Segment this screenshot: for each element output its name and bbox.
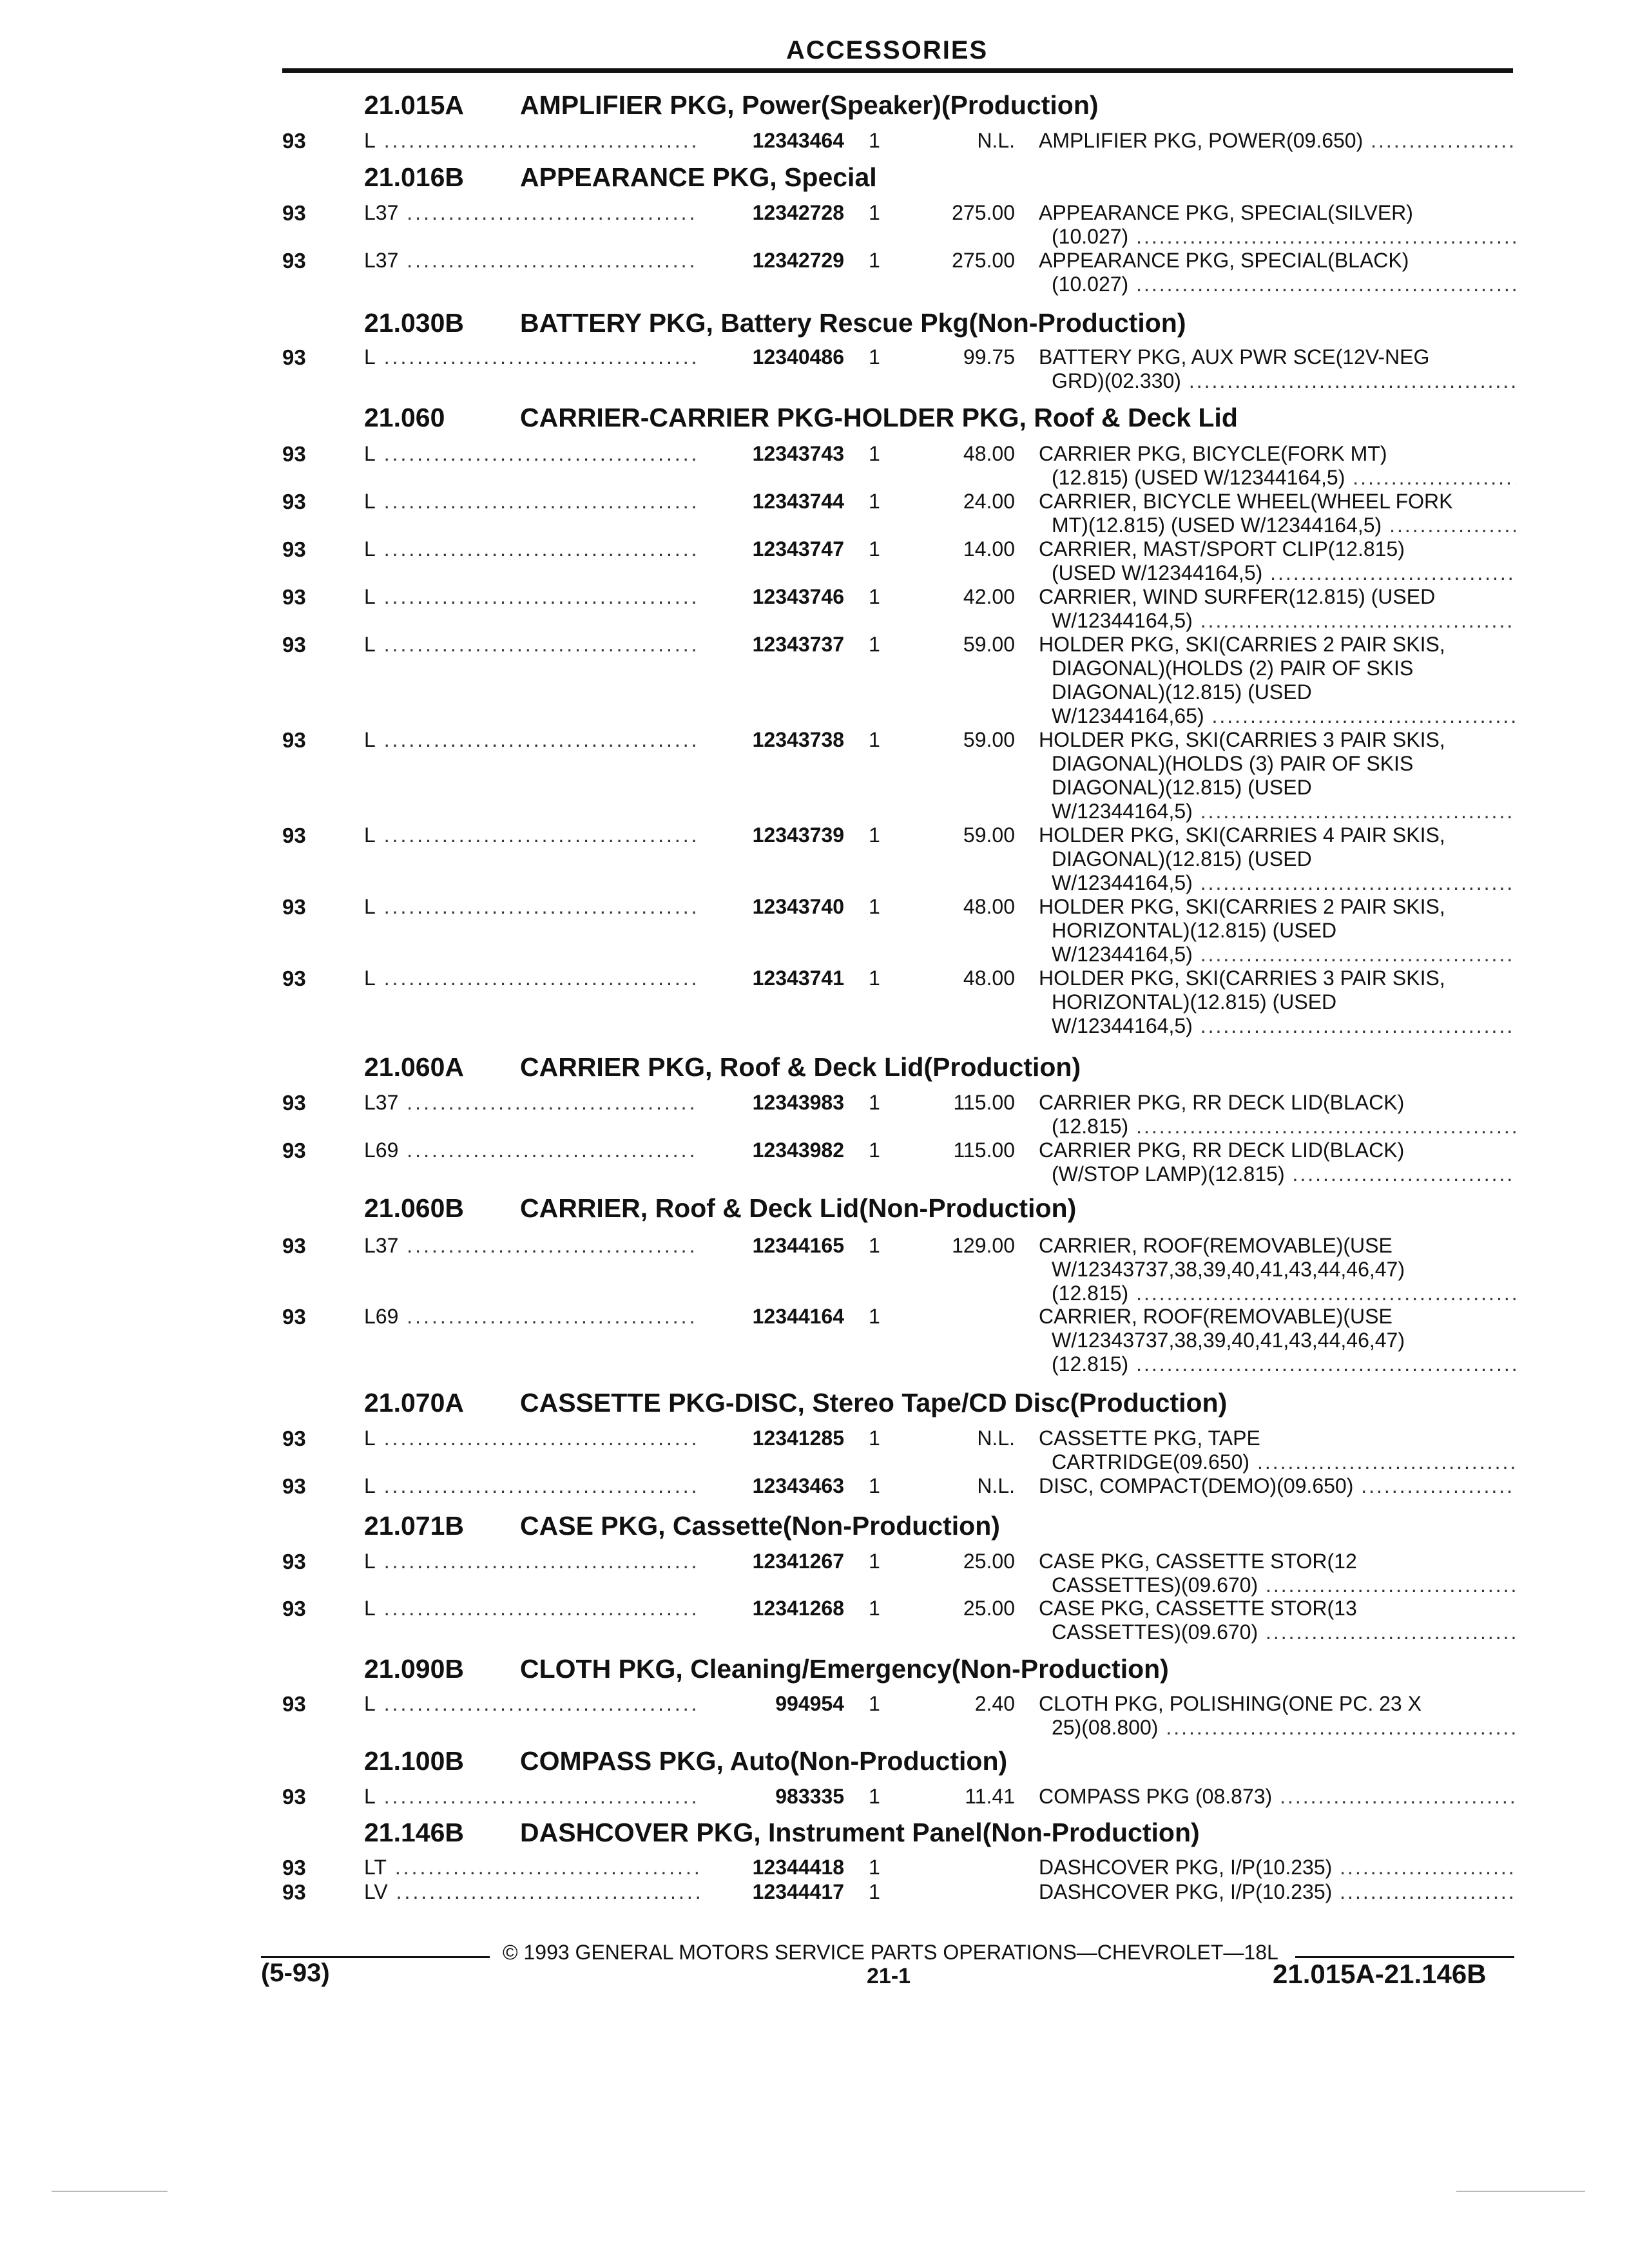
- description-line: CARRIER, ROOF(REMOVABLE)(USE: [1039, 1234, 1393, 1257]
- part-number: 12343983: [752, 1091, 844, 1114]
- model-code: [364, 1427, 699, 1450]
- section-code: 21.030B: [364, 308, 465, 338]
- part-description: [1039, 895, 1516, 966]
- section-title: DASHCOVER PKG, Instrument Panel(Non-Production): [520, 1818, 1200, 1847]
- part-description: [1039, 1880, 1516, 1904]
- part-number: 12341268: [752, 1597, 844, 1620]
- section-heading: [364, 1511, 1000, 1541]
- description-line: W/12344164,65) .....: [1039, 704, 1516, 728]
- section-heading: [364, 162, 877, 193]
- part-description: [1039, 633, 1516, 728]
- part-number: 12343743: [752, 442, 844, 465]
- model-code-text: L: [364, 1474, 376, 1497]
- quantity: 1: [869, 442, 880, 465]
- page-number: 21-1: [867, 1964, 911, 1988]
- description-line: W/12344164,5) .....: [1039, 609, 1516, 633]
- quantity: 1: [869, 249, 880, 272]
- price: 2.40: [974, 1692, 1015, 1715]
- price: 99.75: [963, 345, 1015, 369]
- part-description: [1039, 1856, 1516, 1879]
- part-description: [1039, 1139, 1516, 1186]
- model-year: 93: [282, 1550, 306, 1573]
- section-heading: [364, 1052, 1081, 1082]
- part-number: 12342728: [752, 201, 844, 224]
- part-number: 12343464: [752, 129, 844, 152]
- model-code: [364, 537, 699, 561]
- quantity: 1: [869, 345, 880, 369]
- part-description: [1039, 1692, 1516, 1740]
- section-title: CASE PKG, Cassette(Non-Production): [520, 1511, 1000, 1541]
- model-code: [364, 1474, 699, 1498]
- model-year: 93: [282, 490, 306, 514]
- model-code-text: L: [364, 537, 376, 561]
- quantity: 1: [869, 1474, 880, 1497]
- description-line: W/12343737,38,39,40,41,43,44,46,47): [1052, 1258, 1405, 1281]
- section-range: 21.015A-21.146B: [1273, 1959, 1487, 1989]
- part-number: 12344417: [752, 1880, 844, 1903]
- section-heading: [364, 403, 1238, 433]
- part-description: [1039, 345, 1516, 393]
- description-line: DASHCOVER PKG, I/P(10.235) .....: [1039, 1880, 1516, 1904]
- description-line: CARRIER, ROOF(REMOVABLE)(USE: [1039, 1305, 1393, 1328]
- description-line: CARRIER PKG, RR DECK LID(BLACK): [1039, 1139, 1405, 1162]
- scan-artifact: [52, 2191, 168, 2192]
- description-line: 25)(08.800) .....: [1039, 1716, 1516, 1740]
- model-year: 93: [282, 1785, 306, 1809]
- description-line: CARRIER, MAST/SPORT CLIP(12.815): [1039, 537, 1405, 561]
- model-year: 93: [282, 633, 306, 657]
- description-line: (12.815) (USED W/12344164,5) .....: [1039, 466, 1516, 490]
- description-line: DISC, COMPACT(DEMO)(09.650) .....: [1039, 1474, 1516, 1498]
- model-year: 93: [282, 1234, 306, 1258]
- description-line: HOLDER PKG, SKI(CARRIES 3 PAIR SKIS,: [1039, 728, 1445, 751]
- price: 42.00: [963, 585, 1015, 608]
- description-line: CASSETTE PKG, TAPE: [1039, 1427, 1260, 1450]
- description-line: (W/STOP LAMP)(12.815) .....: [1039, 1162, 1516, 1186]
- part-description: [1039, 490, 1516, 537]
- description-line: HOLDER PKG, SKI(CARRIES 2 PAIR SKIS,: [1039, 895, 1445, 918]
- part-description: [1039, 1785, 1516, 1809]
- model-code: [364, 1785, 699, 1809]
- model-year: 93: [282, 1305, 306, 1329]
- model-code-text: L: [364, 823, 376, 847]
- quantity: 1: [869, 201, 880, 224]
- model-code-text: L: [364, 895, 376, 918]
- model-code: [364, 1692, 699, 1716]
- part-number: 12343463: [752, 1474, 844, 1497]
- price: N.L.: [977, 1474, 1015, 1497]
- part-number: 12340486: [752, 345, 844, 369]
- model-code: [364, 249, 699, 273]
- price: 275.00: [952, 201, 1015, 224]
- model-code: [364, 585, 699, 609]
- part-number: 12343738: [752, 728, 844, 751]
- part-description: [1039, 1474, 1516, 1498]
- model-year: 93: [282, 728, 306, 752]
- model-code: [364, 1856, 699, 1879]
- section-code: 21.070A: [364, 1388, 465, 1418]
- quantity: 1: [869, 895, 880, 918]
- price: 48.00: [963, 895, 1015, 918]
- model-code: [364, 1880, 699, 1904]
- part-number: 12343746: [752, 585, 844, 608]
- section-heading: [364, 308, 1186, 338]
- description-line: CASSETTES)(09.670) .....: [1039, 1573, 1516, 1597]
- section-title: APPEARANCE PKG, Special: [520, 162, 877, 192]
- quantity: 1: [869, 633, 880, 656]
- price: 14.00: [963, 537, 1015, 561]
- description-line: APPEARANCE PKG, SPECIAL(BLACK): [1039, 249, 1409, 272]
- model-code-text: L: [364, 585, 376, 608]
- description-line: HORIZONTAL)(12.815) (USED: [1052, 990, 1337, 1014]
- price: 48.00: [963, 966, 1015, 990]
- section-code: 21.060B: [364, 1193, 465, 1223]
- section-code: 21.060A: [364, 1052, 465, 1082]
- copyright-line: © 1993 GENERAL MOTORS SERVICE PARTS OPERATIONS—CHEVROLET—18L: [503, 1941, 1278, 1964]
- description-line: AMPLIFIER PKG, POWER(09.650) .....: [1039, 129, 1516, 153]
- description-line: W/12343737,38,39,40,41,43,44,46,47): [1052, 1329, 1405, 1352]
- description-line: HOLDER PKG, SKI(CARRIES 3 PAIR SKIS,: [1039, 966, 1445, 990]
- description-line: (12.815) .....: [1039, 1352, 1516, 1376]
- price: 24.00: [963, 490, 1015, 513]
- description-line: DIAGONAL)(12.815) (USED: [1052, 680, 1312, 704]
- model-year: 93: [282, 1091, 306, 1115]
- scan-artifact: [1456, 2191, 1585, 2192]
- part-description: [1039, 1427, 1516, 1474]
- quantity: 1: [869, 1427, 880, 1450]
- model-year: 93: [282, 1880, 306, 1904]
- quantity: 1: [869, 823, 880, 847]
- price: N.L.: [977, 129, 1015, 152]
- model-code-text: L37: [364, 1091, 399, 1114]
- model-year: 93: [282, 345, 306, 369]
- part-description: [1039, 823, 1516, 895]
- model-year: 93: [282, 1856, 306, 1879]
- part-description: [1039, 1597, 1516, 1644]
- description-line: CARRIER, BICYCLE WHEEL(WHEEL FORK: [1039, 490, 1453, 513]
- price: 25.00: [963, 1597, 1015, 1620]
- part-description: [1039, 129, 1516, 153]
- model-year: 93: [282, 966, 306, 990]
- part-number: 994954: [775, 1692, 844, 1715]
- part-number: 12341285: [752, 1427, 844, 1450]
- part-number: 12341267: [752, 1550, 844, 1573]
- section-title: COMPASS PKG, Auto(Non-Production): [520, 1746, 1008, 1776]
- quantity: 1: [869, 1234, 880, 1257]
- description-line: CARRIER, WIND SURFER(12.815) (USED: [1039, 585, 1436, 608]
- quantity: 1: [869, 1550, 880, 1573]
- part-description: [1039, 442, 1516, 490]
- section-heading: [364, 1818, 1200, 1848]
- model-year: 93: [282, 201, 306, 225]
- price: 115.00: [953, 1091, 1015, 1114]
- model-code: [364, 1597, 699, 1620]
- description-line: (12.815) .....: [1039, 1282, 1516, 1305]
- model-year: 93: [282, 1139, 306, 1162]
- part-number: 12343739: [752, 823, 844, 847]
- section-heading: [364, 1388, 1227, 1418]
- model-year: 93: [282, 1692, 306, 1716]
- description-line: HOLDER PKG, SKI(CARRIES 4 PAIR SKIS,: [1039, 823, 1445, 847]
- price: 11.41: [965, 1785, 1015, 1808]
- quantity: 1: [869, 1856, 880, 1879]
- model-year: 93: [282, 1474, 306, 1498]
- description-line: MT)(12.815) (USED W/12344164,5) .....: [1039, 514, 1516, 537]
- part-description: [1039, 1305, 1516, 1376]
- description-line: CASE PKG, CASSETTE STOR(13: [1039, 1597, 1357, 1620]
- part-description: [1039, 249, 1516, 296]
- model-year: 93: [282, 895, 306, 919]
- price: 59.00: [963, 728, 1015, 751]
- model-code-text: L: [364, 442, 376, 465]
- quantity: 1: [869, 966, 880, 990]
- model-code: [364, 345, 699, 369]
- description-line: COMPASS PKG (08.873) .....: [1039, 1785, 1516, 1809]
- description-line: DIAGONAL)(HOLDS (3) PAIR OF SKIS: [1052, 752, 1414, 775]
- model-code-text: L37: [364, 1234, 399, 1257]
- model-year: 93: [282, 537, 306, 561]
- description-line: GRD)(02.330) .....: [1039, 369, 1516, 393]
- price: 59.00: [963, 633, 1015, 656]
- model-year: 93: [282, 823, 306, 847]
- part-description: [1039, 201, 1516, 249]
- model-year: 93: [282, 442, 306, 466]
- model-code-text: L: [364, 1785, 376, 1808]
- quantity: 1: [869, 537, 880, 561]
- quantity: 1: [869, 1305, 880, 1328]
- model-code-text: L69: [364, 1305, 399, 1328]
- footer-rule-right: [1295, 1956, 1514, 1958]
- description-line: W/12344164,5) .....: [1039, 800, 1516, 823]
- section-code: 21.060: [364, 403, 445, 432]
- part-number: 12344418: [752, 1856, 844, 1879]
- description-line: CARRIER PKG, RR DECK LID(BLACK): [1039, 1091, 1405, 1114]
- quantity: 1: [869, 1692, 880, 1715]
- description-line: DIAGONAL)(12.815) (USED: [1052, 776, 1312, 799]
- model-year: 93: [282, 1597, 306, 1620]
- price: 115.00: [953, 1139, 1015, 1162]
- model-code: [364, 1091, 699, 1115]
- model-code-text: L69: [364, 1139, 399, 1162]
- price: 48.00: [963, 442, 1015, 465]
- section-heading: [364, 1654, 1169, 1684]
- description-line: W/12344164,5) .....: [1039, 1014, 1516, 1038]
- section-title: CARRIER PKG, Roof & Deck Lid(Production): [520, 1052, 1081, 1082]
- quantity: 1: [869, 1091, 880, 1114]
- description-line: W/12344164,5) .....: [1039, 943, 1516, 966]
- header-rule: [282, 68, 1513, 73]
- part-number: 12343741: [752, 966, 844, 990]
- quantity: 1: [869, 490, 880, 513]
- section-title: CLOTH PKG, Cleaning/Emergency(Non-Production): [520, 1654, 1169, 1684]
- quantity: 1: [869, 728, 880, 751]
- section-code: 21.016B: [364, 162, 465, 192]
- model-code-text: LT: [364, 1856, 387, 1879]
- description-line: CASSETTES)(09.670) .....: [1039, 1620, 1516, 1644]
- section-heading: [364, 90, 1099, 120]
- part-number: 12343737: [752, 633, 844, 656]
- price: N.L.: [977, 1427, 1015, 1450]
- part-number: 12344164: [752, 1305, 844, 1328]
- quantity: 1: [869, 585, 880, 608]
- description-line: W/12344164,5) .....: [1039, 871, 1516, 895]
- model-code-text: L37: [364, 249, 399, 272]
- quantity: 1: [869, 1785, 880, 1808]
- description-line: HORIZONTAL)(12.815) (USED: [1052, 919, 1337, 942]
- revision-date: (5-93): [261, 1959, 330, 1987]
- section-heading: [364, 1746, 1007, 1776]
- part-number: 12343744: [752, 490, 844, 513]
- price: 25.00: [963, 1550, 1015, 1573]
- description-line: HOLDER PKG, SKI(CARRIES 2 PAIR SKIS,: [1039, 633, 1445, 656]
- part-number: 12342729: [752, 249, 844, 272]
- description-line: CARRIER PKG, BICYCLE(FORK MT): [1039, 442, 1387, 465]
- model-code-text: L: [364, 1692, 376, 1715]
- model-code: [364, 129, 699, 153]
- model-code-text: L: [364, 1427, 376, 1450]
- section-heading: [364, 1193, 1076, 1224]
- model-code-text: L: [364, 728, 376, 751]
- part-description: [1039, 1550, 1516, 1597]
- part-number: 12344165: [752, 1234, 844, 1257]
- model-code: [364, 490, 699, 514]
- section-code: 21.146B: [364, 1818, 465, 1847]
- description-line: (10.027) .....: [1039, 273, 1516, 296]
- model-code: [364, 1234, 699, 1258]
- description-line: DIAGONAL)(HOLDS (2) PAIR OF SKIS: [1052, 657, 1414, 680]
- description-line: CARTRIDGE(09.650) .....: [1039, 1450, 1516, 1474]
- model-code-text: L: [364, 129, 376, 152]
- page-title: ACCESSORIES: [786, 36, 988, 64]
- model-code: [364, 1550, 699, 1573]
- model-code-text: L: [364, 1597, 376, 1620]
- part-number: 983335: [775, 1785, 844, 1808]
- description-line: CLOTH PKG, POLISHING(ONE PC. 23 X: [1039, 1692, 1422, 1715]
- description-line: DASHCOVER PKG, I/P(10.235) .....: [1039, 1856, 1516, 1879]
- section-title: AMPLIFIER PKG, Power(Speaker)(Production): [520, 90, 1099, 120]
- model-code: [364, 728, 699, 752]
- model-code-text: L37: [364, 201, 399, 224]
- model-code: [364, 201, 699, 225]
- quantity: 1: [869, 1139, 880, 1162]
- model-code: [364, 966, 699, 990]
- model-code: [364, 1139, 699, 1162]
- section-title: CARRIER, Roof & Deck Lid(Non-Production): [520, 1193, 1077, 1223]
- price: 129.00: [952, 1234, 1015, 1257]
- model-year: 93: [282, 129, 306, 153]
- part-description: [1039, 537, 1516, 585]
- description-line: APPEARANCE PKG, SPECIAL(SILVER): [1039, 201, 1413, 224]
- description-line: (10.027) .....: [1039, 225, 1516, 249]
- model-code: [364, 1305, 699, 1329]
- section-code: 21.071B: [364, 1511, 465, 1541]
- description-line: (12.815) .....: [1039, 1115, 1516, 1139]
- section-code: 21.015A: [364, 90, 465, 120]
- description-line: DIAGONAL)(12.815) (USED: [1052, 847, 1312, 870]
- quantity: 1: [869, 129, 880, 152]
- section-code: 21.100B: [364, 1746, 465, 1776]
- model-code: [364, 895, 699, 919]
- section-title: BATTERY PKG, Battery Rescue Pkg(Non-Production): [520, 308, 1186, 338]
- model-code-text: L: [364, 633, 376, 656]
- model-code-text: L: [364, 966, 376, 990]
- model-year: 93: [282, 1427, 306, 1450]
- price: 59.00: [963, 823, 1015, 847]
- section-code: 21.090B: [364, 1654, 465, 1684]
- model-year: 93: [282, 249, 306, 273]
- footer-rule-left: [261, 1956, 490, 1958]
- description-line: BATTERY PKG, AUX PWR SCE(12V-NEG: [1039, 345, 1430, 369]
- price: 275.00: [952, 249, 1015, 272]
- part-description: [1039, 1091, 1516, 1139]
- quantity: 1: [869, 1880, 880, 1903]
- model-code-text: L: [364, 345, 376, 369]
- part-description: [1039, 1234, 1516, 1305]
- part-number: 12343740: [752, 895, 844, 918]
- section-title: CARRIER-CARRIER PKG-HOLDER PKG, Roof & Deck Lid: [520, 403, 1238, 432]
- part-description: [1039, 585, 1516, 633]
- quantity: 1: [869, 1597, 880, 1620]
- model-code: [364, 442, 699, 466]
- model-code: [364, 633, 699, 657]
- description-line: CASE PKG, CASSETTE STOR(12: [1039, 1550, 1357, 1573]
- model-year: 93: [282, 585, 306, 609]
- part-number: 12343982: [752, 1139, 844, 1162]
- description-line: (USED W/12344164,5) .....: [1039, 561, 1516, 585]
- model-code-text: LV: [364, 1880, 388, 1903]
- part-description: [1039, 728, 1516, 823]
- part-description: [1039, 966, 1516, 1038]
- model-code-text: L: [364, 1550, 376, 1573]
- part-number: 12343747: [752, 537, 844, 561]
- model-code-text: L: [364, 490, 376, 513]
- model-code: [364, 823, 699, 847]
- section-title: CASSETTE PKG-DISC, Stereo Tape/CD Disc(Production): [520, 1388, 1228, 1418]
